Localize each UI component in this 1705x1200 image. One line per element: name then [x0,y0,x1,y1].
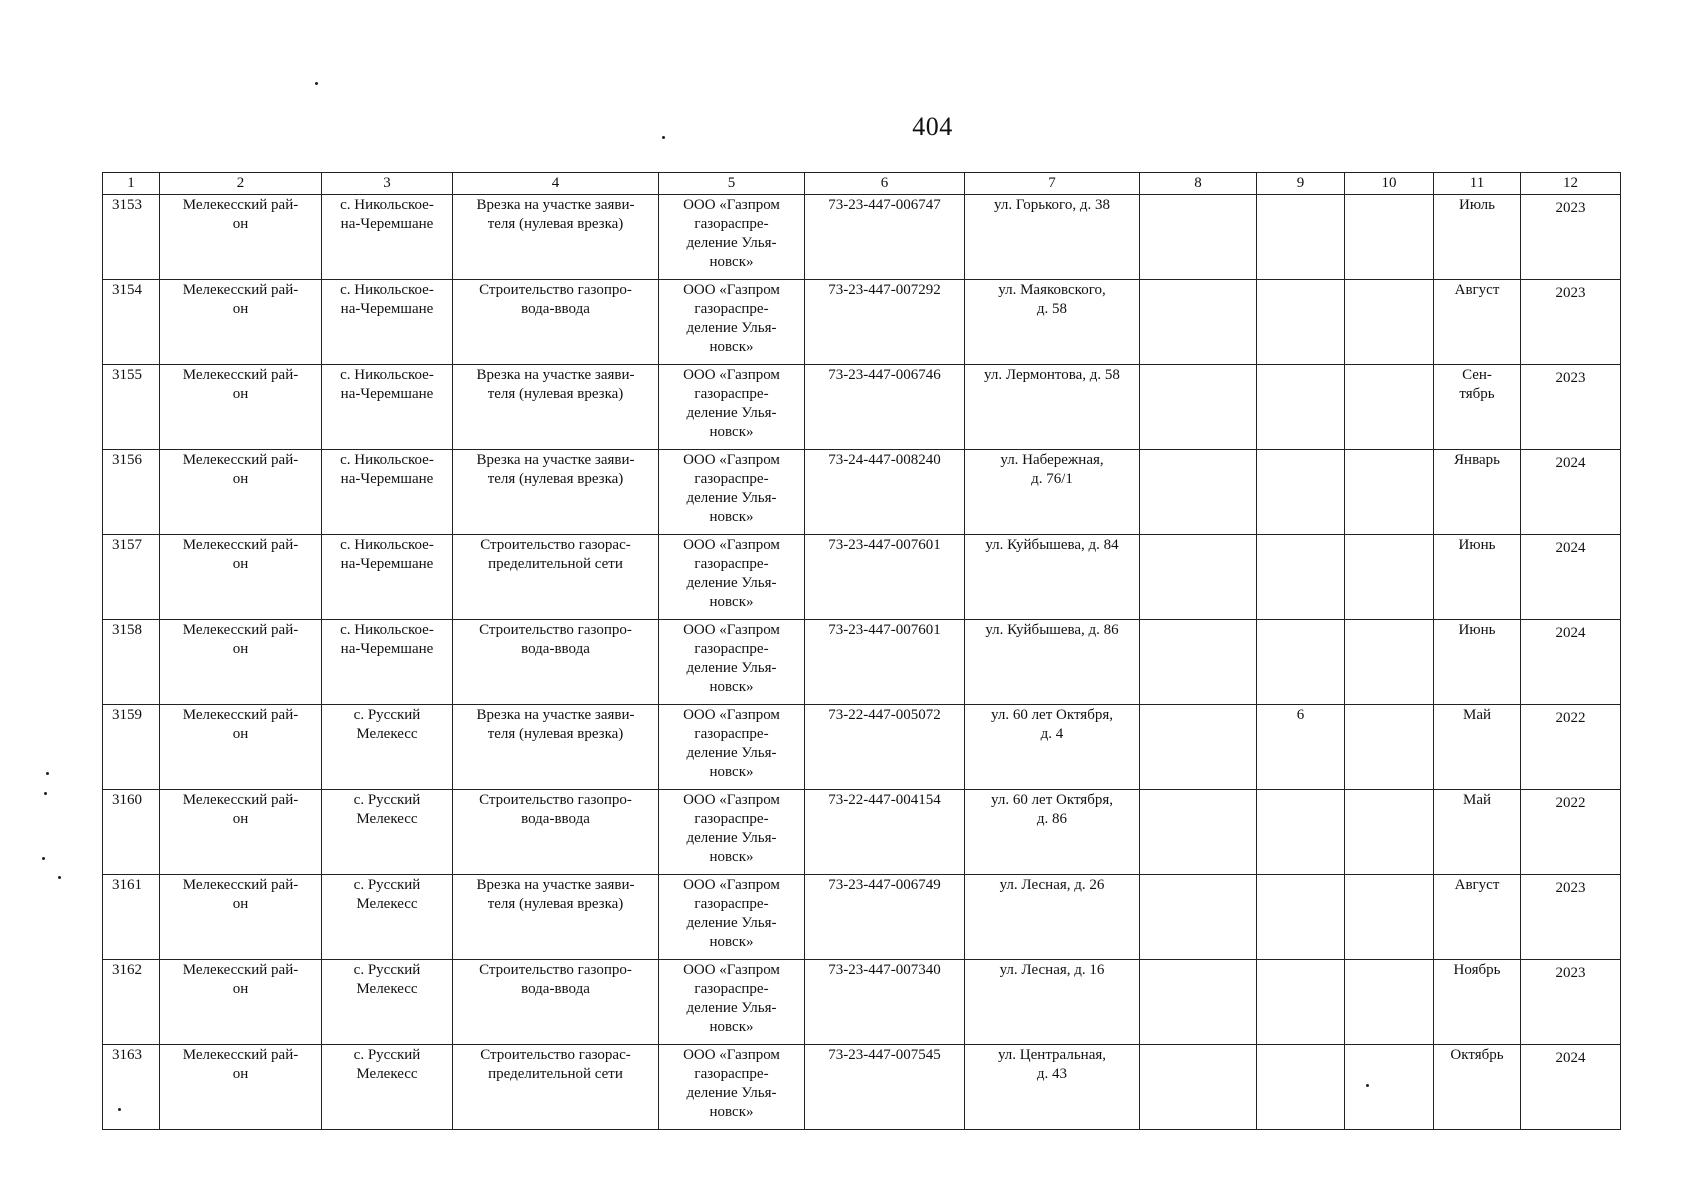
address-cell: ул. Горького, д. 38 [965,195,1140,280]
table-row [103,620,1621,705]
registry-code-cell: 73-23-447-007545 [805,1045,965,1130]
district-cell: Мелекесский рай- он [160,450,322,535]
table-row [103,960,1621,1045]
scan-speck [662,136,665,139]
address-cell: ул. Лесная, д. 26 [965,875,1140,960]
address-cell: ул. 60 лет Октября, д. 86 [965,790,1140,875]
column-10-cell [1345,620,1434,705]
column-header-5: 5 [659,173,805,195]
scan-speck [58,876,61,879]
table-row [103,875,1621,960]
column-10-cell [1345,705,1434,790]
row-number-cell: 3160 [103,790,160,875]
month-cell: Январь [1434,450,1521,535]
column-8-cell [1140,535,1257,620]
registry-code-cell: 73-23-447-006749 [805,875,965,960]
work-type-cell: Строительство газопро- вода-ввода [453,620,659,705]
column-10-cell [1345,960,1434,1045]
locality-cell: с. Никольское- на-Черемшане [322,535,453,620]
row-number-cell: 3161 [103,875,160,960]
month-cell: Июль [1434,195,1521,280]
address-cell: ул. Центральная, д. 43 [965,1045,1140,1130]
table-row [103,790,1621,875]
month-cell: Август [1434,280,1521,365]
district-cell: Мелекесский рай- он [160,280,322,365]
registry-code-cell: 73-23-447-007340 [805,960,965,1045]
district-cell: Мелекесский рай- он [160,790,322,875]
year-cell: 2024 [1521,450,1621,535]
table-row [103,450,1621,535]
column-header-8: 8 [1140,173,1257,195]
column-8-cell [1140,875,1257,960]
month-cell: Май [1434,705,1521,790]
table-row [103,280,1621,365]
column-9-cell [1257,620,1345,705]
work-type-cell: Строительство газопро- вода-ввода [453,280,659,365]
column-header-2: 2 [160,173,322,195]
column-header-9: 9 [1257,173,1345,195]
column-header-1: 1 [103,173,160,195]
month-cell: Сен- тябрь [1434,365,1521,450]
locality-cell: с. Никольское- на-Черемшане [322,620,453,705]
work-type-cell: Врезка на участке заяви- теля (нулевая врезка) [453,365,659,450]
column-9-cell [1257,195,1345,280]
column-header-7: 7 [965,173,1140,195]
organization-cell: ООО «Газпром газораспре- деление Улья- новск» [659,450,805,535]
header-row [103,173,1621,195]
locality-cell: с. Русский Мелекесс [322,790,453,875]
table-row [103,535,1621,620]
year-cell: 2023 [1521,280,1621,365]
table-body [103,195,1621,1130]
column-9-cell [1257,790,1345,875]
column-9-cell [1257,535,1345,620]
column-header-12: 12 [1521,173,1621,195]
work-type-cell: Врезка на участке заяви- теля (нулевая врезка) [453,450,659,535]
column-10-cell [1345,195,1434,280]
year-cell: 2024 [1521,1045,1621,1130]
organization-cell: ООО «Газпром газораспре- деление Улья- новск» [659,790,805,875]
month-cell: Май [1434,790,1521,875]
year-cell: 2024 [1521,620,1621,705]
organization-cell: ООО «Газпром газораспре- деление Улья- новск» [659,280,805,365]
organization-cell: ООО «Газпром газораспре- деление Улья- новск» [659,535,805,620]
district-cell: Мелекесский рай- он [160,195,322,280]
year-cell: 2022 [1521,705,1621,790]
scan-speck [44,792,47,795]
locality-cell: с. Русский Мелекесс [322,960,453,1045]
year-cell: 2023 [1521,875,1621,960]
row-number-cell: 3157 [103,535,160,620]
column-number-header [103,173,1621,195]
column-10-cell [1345,365,1434,450]
work-type-cell: Врезка на участке заяви- теля (нулевая врезка) [453,195,659,280]
column-header-4: 4 [453,173,659,195]
work-type-cell: Строительство газорас- пределительной сети [453,535,659,620]
locality-cell: с. Русский Мелекесс [322,1045,453,1130]
district-cell: Мелекесский рай- он [160,875,322,960]
column-10-cell [1345,535,1434,620]
month-cell: Август [1434,875,1521,960]
column-8-cell [1140,620,1257,705]
month-cell: Ноябрь [1434,960,1521,1045]
row-number-cell: 3154 [103,280,160,365]
year-cell: 2022 [1521,790,1621,875]
registry-code-cell: 73-22-447-004154 [805,790,965,875]
column-8-cell [1140,1045,1257,1130]
scan-speck [42,857,45,860]
district-cell: Мелекесский рай- он [160,960,322,1045]
column-10-cell [1345,450,1434,535]
address-cell: ул. Лермонтова, д. 58 [965,365,1140,450]
address-cell: ул. Куйбышева, д. 84 [965,535,1140,620]
page-number: 404 [912,112,953,141]
registry-code-cell: 73-23-447-007292 [805,280,965,365]
column-header-6: 6 [805,173,965,195]
column-9-cell [1257,1045,1345,1130]
row-number-cell: 3156 [103,450,160,535]
registry-code-cell: 73-23-447-006746 [805,365,965,450]
district-cell: Мелекесский рай- он [160,1045,322,1130]
column-9-cell [1257,280,1345,365]
organization-cell: ООО «Газпром газораспре- деление Улья- новск» [659,1045,805,1130]
organization-cell: ООО «Газпром газораспре- деление Улья- новск» [659,620,805,705]
scan-speck [315,82,318,85]
month-cell: Октябрь [1434,1045,1521,1130]
column-9-cell [1257,365,1345,450]
table-row [103,1045,1621,1130]
column-8-cell [1140,280,1257,365]
table-row [103,365,1621,450]
district-cell: Мелекесский рай- он [160,535,322,620]
organization-cell: ООО «Газпром газораспре- деление Улья- новск» [659,705,805,790]
column-10-cell [1345,1045,1434,1130]
column-8-cell [1140,705,1257,790]
locality-cell: с. Русский Мелекесс [322,875,453,960]
column-10-cell [1345,875,1434,960]
register-table [102,172,1621,1130]
column-10-cell [1345,280,1434,365]
address-cell: ул. Лесная, д. 16 [965,960,1140,1045]
column-8-cell [1140,450,1257,535]
scan-speck [46,772,49,775]
work-type-cell: Врезка на участке заяви- теля (нулевая врезка) [453,705,659,790]
district-cell: Мелекесский рай- он [160,705,322,790]
organization-cell: ООО «Газпром газораспре- деление Улья- новск» [659,960,805,1045]
locality-cell: с. Никольское- на-Черемшане [322,280,453,365]
column-header-3: 3 [322,173,453,195]
locality-cell: с. Русский Мелекесс [322,705,453,790]
row-number-cell: 3158 [103,620,160,705]
year-cell: 2023 [1521,960,1621,1045]
table-row [103,195,1621,280]
column-8-cell [1140,960,1257,1045]
address-cell: ул. Набережная, д. 76/1 [965,450,1140,535]
address-cell: ул. 60 лет Октября, д. 4 [965,705,1140,790]
month-cell: Июнь [1434,620,1521,705]
column-header-10: 10 [1345,173,1434,195]
address-cell: ул. Куйбышева, д. 86 [965,620,1140,705]
work-type-cell: Строительство газопро- вода-ввода [453,790,659,875]
locality-cell: с. Никольское- на-Черемшане [322,195,453,280]
registry-code-cell: 73-23-447-007601 [805,535,965,620]
column-9-cell [1257,450,1345,535]
address-cell: ул. Маяковского, д. 58 [965,280,1140,365]
registry-code-cell: 73-23-447-006747 [805,195,965,280]
column-8-cell [1140,365,1257,450]
work-type-cell: Строительство газорас- пределительной сети [453,1045,659,1130]
registry-code-cell: 73-22-447-005072 [805,705,965,790]
locality-cell: с. Никольское- на-Черемшане [322,365,453,450]
work-type-cell: Врезка на участке заяви- теля (нулевая врезка) [453,875,659,960]
year-cell: 2023 [1521,365,1621,450]
organization-cell: ООО «Газпром газораспре- деление Улья- новск» [659,365,805,450]
district-cell: Мелекесский рай- он [160,620,322,705]
month-cell: Июнь [1434,535,1521,620]
column-9-cell: 6 [1257,705,1345,790]
table-row [103,705,1621,790]
column-8-cell [1140,195,1257,280]
registry-code-cell: 73-24-447-008240 [805,450,965,535]
organization-cell: ООО «Газпром газораспре- деление Улья- новск» [659,875,805,960]
registry-code-cell: 73-23-447-007601 [805,620,965,705]
column-10-cell [1345,790,1434,875]
year-cell: 2024 [1521,535,1621,620]
column-9-cell [1257,875,1345,960]
row-number-cell: 3155 [103,365,160,450]
column-header-11: 11 [1434,173,1521,195]
row-number-cell: 3163 [103,1045,160,1130]
row-number-cell: 3162 [103,960,160,1045]
work-type-cell: Строительство газопро- вода-ввода [453,960,659,1045]
row-number-cell: 3153 [103,195,160,280]
year-cell: 2023 [1521,195,1621,280]
locality-cell: с. Никольское- на-Черемшане [322,450,453,535]
organization-cell: ООО «Газпром газораспре- деление Улья- новск» [659,195,805,280]
district-cell: Мелекесский рай- он [160,365,322,450]
column-8-cell [1140,790,1257,875]
column-9-cell [1257,960,1345,1045]
row-number-cell: 3159 [103,705,160,790]
